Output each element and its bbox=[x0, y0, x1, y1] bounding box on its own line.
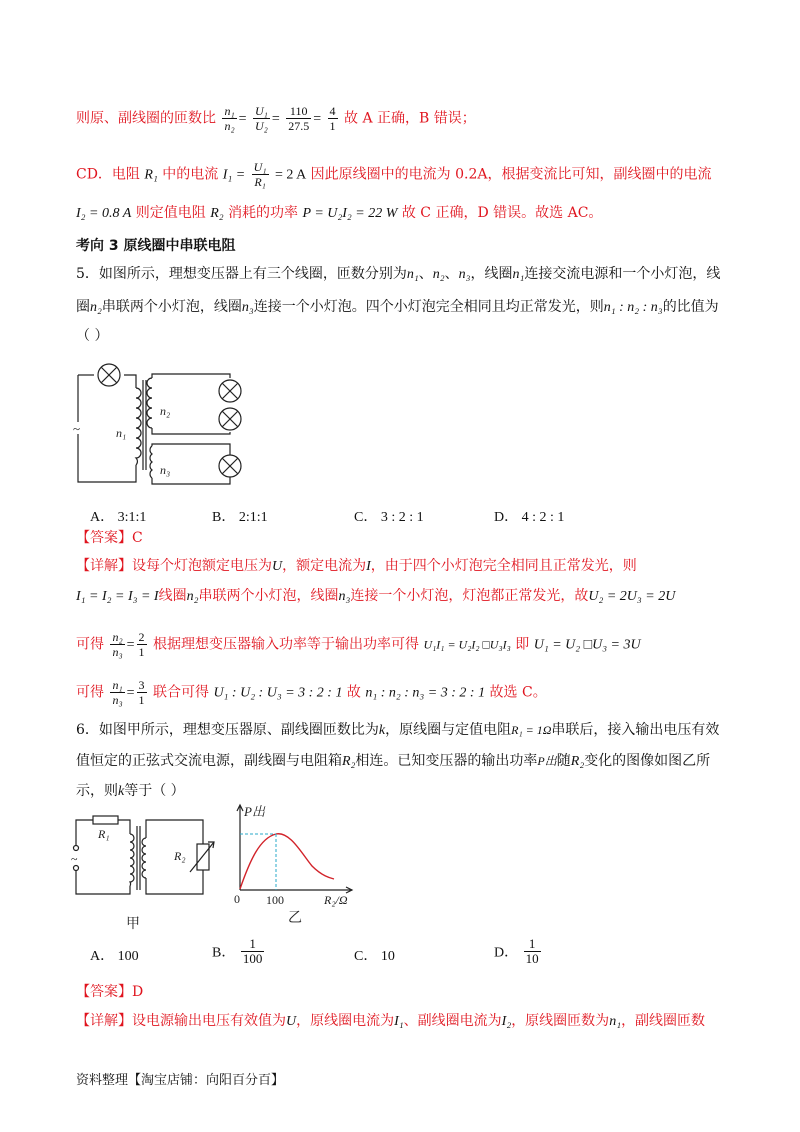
fraction: $\frac{\text{U₁}}{\text{R₁}}$ bbox=[253, 160, 267, 189]
q5-detail-line-3: 可得 $\frac{\text{n₂}}{\text{n₃}}$ = $\frac{2}{1}$ 根据理想变压器输入功率等于输出功率可得 U₁I₁ = U₂I₂ □U₃I₃ 即 U₁ = U₂ □U₃ = 3U bbox=[76, 630, 641, 659]
figure-label-jia: 甲 bbox=[126, 917, 140, 932]
q5-transformer-figure bbox=[70, 360, 260, 490]
q5-answer: 【答案】C bbox=[76, 530, 143, 546]
section-heading: 考向 3 原线圈中串联电阻 bbox=[76, 238, 236, 254]
q6-stem-line-1: 6．如图甲所示，理想变压器原、副线圈匝数比为k，原线圈与定值电阻R₁ = 1Ω串联后，接入输出电压有效 bbox=[76, 722, 720, 738]
q5-paren: （ ） bbox=[76, 328, 109, 344]
q5-detail-line-2: I₁ = I₂ = I₃ = I线圈n₂串联两个小灯泡，线圈n₃连接一个小灯泡，灯泡都正常发光，故U₂ = 2U₃ = 2U bbox=[76, 588, 676, 604]
fraction: $\frac{110}{27.5}$ bbox=[288, 104, 310, 133]
page-footer: 资料整理【淘宝店铺：向阳百分百】 bbox=[76, 1073, 285, 1088]
fraction: $\frac{\text{U₁}}{\text{U₂}}$ bbox=[254, 104, 268, 133]
math: I₂ = 0.8 A bbox=[76, 206, 132, 221]
resistor-r2-label: R₂ bbox=[174, 849, 186, 863]
lamp-icon bbox=[219, 408, 241, 430]
math: I₁ = bbox=[222, 167, 246, 183]
text: 中的电流 bbox=[162, 166, 219, 183]
math: = 2 A bbox=[274, 167, 307, 183]
math: P = U₂I₂ = 22 W bbox=[302, 206, 398, 221]
q5-option-b[interactable]: B． 2:1:1 bbox=[212, 510, 268, 525]
coil-label-n3: n₃ bbox=[160, 463, 171, 477]
text: 因此原线圈中的电流为 0.2A，根据变流比可知，副线圈中的电流 bbox=[310, 166, 712, 183]
x-tick-label: 100 bbox=[266, 893, 284, 907]
y-axis-label: P出 bbox=[244, 804, 265, 819]
q5-detail-line-4: 可得 $\frac{\text{n₁}}{\text{n₃}}$ = $\frac{3}{1}$ 联合可得 U₁ : U₂ : U₃ = 3 : 2 : 1 故 n₁ : n₂ : n₃ = 3 : 2 : 1 故选 C。 bbox=[76, 678, 547, 707]
text: 故 A 正确，B 错误； bbox=[344, 110, 476, 127]
q6-answer: 【答案】D bbox=[76, 984, 144, 1000]
text: 则原、副线圈的匝数比 bbox=[76, 110, 216, 127]
q6-circuit-figure bbox=[66, 808, 216, 936]
coil-label-n1: n₁ bbox=[116, 426, 127, 440]
coil-label-n2: n₂ bbox=[160, 404, 171, 418]
math: R₁ bbox=[144, 167, 158, 183]
q6-option-b[interactable]: B． $\frac{1}{100}$ bbox=[212, 936, 263, 966]
q5-option-c[interactable]: C． 3 : 2 : 1 bbox=[354, 510, 424, 525]
text: 故 C 正确，D 错误。故选 AC。 bbox=[401, 205, 603, 221]
solution-line-ratio: 则原、副线圈的匝数比 $\frac{\text{n₁}}{\text{n₂}}$ = $\frac{\text{U₁}}{\text{U₂}}$ = $\frac{110}{27.5}$ = $\frac{4}{1}$ 故 A 正确，B 错误； bbox=[76, 104, 476, 133]
ac-source-label: ~ bbox=[73, 421, 81, 436]
origin-label: 0 bbox=[234, 892, 240, 906]
text: 则定值电阻 bbox=[135, 205, 206, 221]
solution-line-cd bbox=[76, 160, 711, 189]
q5-detail-line-1: 【详解】设每个灯泡额定电压为U，额定电流为I，由于四个小灯泡完全相同且正常发光，则 bbox=[76, 558, 637, 574]
figure-label-yi: 乙 bbox=[288, 911, 302, 926]
q6-detail-line-1: 【详解】设电源输出电压有效值为U，原线圈电流为I₁、副线圈电流为I₂，原线圈匝数为n₁，副线圈匝数 bbox=[76, 1013, 706, 1029]
lamp-icon bbox=[219, 455, 241, 477]
power-curve bbox=[240, 834, 334, 889]
q6-option-d[interactable]: D． $\frac{1}{10}$ bbox=[494, 936, 539, 966]
text: 消耗的功率 bbox=[228, 205, 299, 221]
q6-option-c[interactable]: C． 10 bbox=[354, 949, 395, 964]
q6-stem-line-2: 值恒定的正弦式交流电源，副线圈与电阻箱R₂相连。已知变压器的输出功率P出随R₂变化的图像如图乙所 bbox=[76, 753, 711, 769]
resistor-r1-label: R₁ bbox=[98, 827, 110, 841]
solution-line-power bbox=[76, 203, 602, 224]
math: R₂ bbox=[210, 206, 224, 221]
q5-option-d[interactable]: D． 4 : 2 : 1 bbox=[494, 510, 565, 525]
fraction: $\frac{\text{n₁}}{\text{n₂}}$ bbox=[224, 104, 235, 133]
ac-source-label: ~ bbox=[71, 852, 78, 866]
lamp-icon bbox=[98, 364, 120, 386]
fraction: $\frac{4}{1}$ bbox=[329, 104, 336, 133]
lamp-icon bbox=[219, 380, 241, 402]
q5-option-a[interactable]: A． 3:1:1 bbox=[90, 510, 147, 525]
q6-stem-line-3: 示，则k等于（ ） bbox=[76, 783, 185, 799]
q6-power-graph bbox=[226, 800, 366, 940]
q6-option-a[interactable]: A． 100 bbox=[90, 949, 139, 964]
q5-stem-line-1: 5．如图所示，理想变压器上有三个线圈，匝数分别为n₁、n₂、n₃，线圈n₁连接交流电源和一个小灯泡，线 bbox=[76, 266, 721, 282]
x-axis-label: R₂/Ω bbox=[324, 893, 348, 907]
q5-stem-line-2: 圈n₂串联两个小灯泡，线圈n₃连接一个小灯泡。四个小灯泡完全相同且均正常发光，则n₁ : n₂ : n₃的比值为 bbox=[76, 299, 719, 315]
text: CD．电阻 bbox=[76, 166, 140, 183]
